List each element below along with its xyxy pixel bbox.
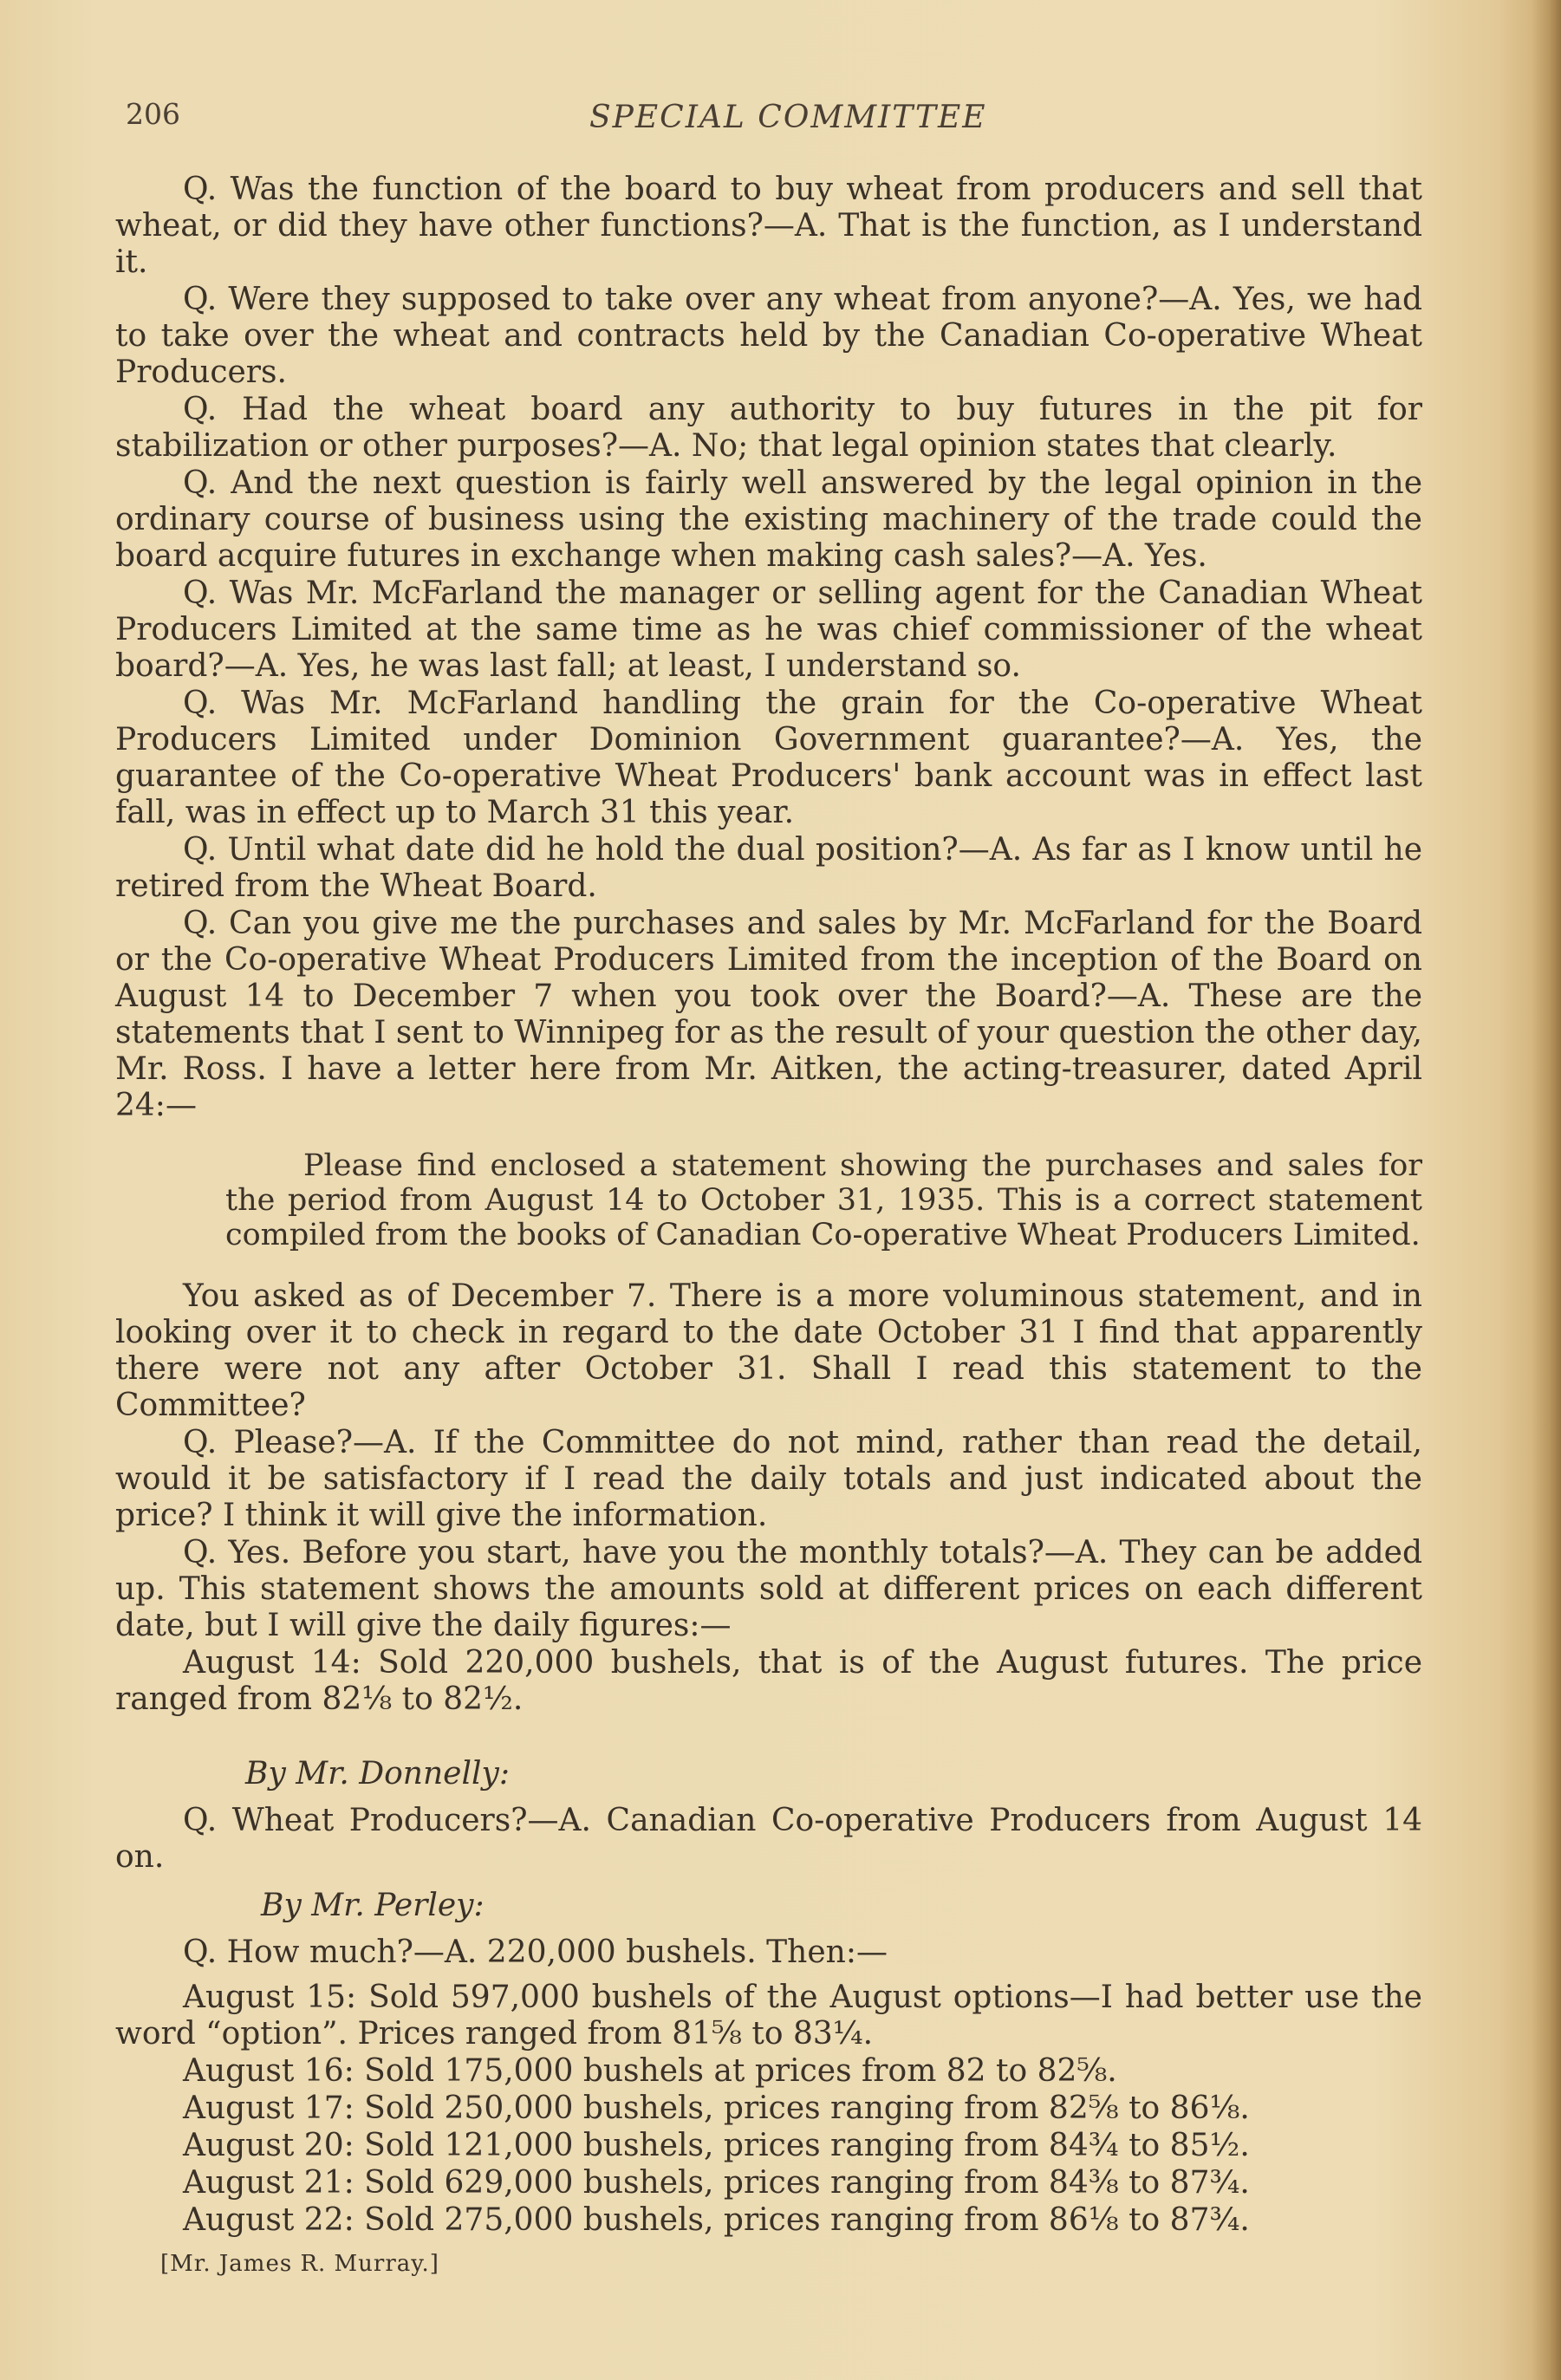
speaker-heading: By Mr. Donnelly: [245,1756,510,1792]
page-edge-shadow [1532,0,1561,2380]
sales-entry: August 22: Sold 275,000 bushels, prices ranging from 86⅛ to 87¾. [183,2202,1250,2238]
sales-entry: August 16: Sold 175,000 bushels at prices from 82 to 82⅝. [183,2053,1117,2089]
page-header [0,97,1561,149]
paragraph: You asked as of December 7. There is a more voluminous statement, and in looking over it to check in regard to the date October 31 I find that apparently there were not any after October 31. Shall I read this statement to the Committee? [115,1278,1422,1423]
paragraph: Q. Was Mr. McFarland the manager or selling agent for the Canadian Wheat Producers Limited at the same time as he was chief commissioner of the wheat board?—A. Yes, he was last fall; at least, I understand so. [115,575,1422,684]
page-number: 206 [126,97,180,131]
paragraph: Q. Was Mr. McFarland handling the grain for the Co-operative Wheat Producers Limited under Dominion Government guarantee?—A. Yes, the guarantee of the Co-operative Wheat Producers' bank account was in effect last fall, was in effect up to March 31 this year. [115,686,1422,830]
paragraph: Q. Was the function of the board to buy wheat from producers and sell that wheat, or did they have other functions?—A. That is the function, as I understand it. [115,172,1422,280]
paragraph: Q. And the next question is fairly well answered by the legal opinion in the ordinary course of business using the existing machinery of the trade could the board acquire futures in exchange when making cash sales?—A. Yes. [115,465,1422,574]
paragraph: August 14: Sold 220,000 bushels, that is of the August futures. The price ranged from 82⅛ to 82½. [115,1645,1422,1717]
sales-entry: August 17: Sold 250,000 bushels, prices ranging from 82⅝ to 86⅛. [183,2091,1250,2126]
paragraph: Q. Can you give me the purchases and sales by Mr. McFarland for the Board or the Co-operative Wheat Producers Limited from the inception of the Board on August 14 to December 7 when you took over the Board?—A. These are the statements that I sent to Winnipeg for as the result of your question the other day, Mr. Ross. I have a letter here from Mr. Aitken, the acting-treasurer, dated April 24:— [115,906,1422,1123]
running-head: SPECIAL COMMITTEE [589,100,987,135]
paragraph: Q. How much?—A. 220,000 bushels. Then:— [183,1935,888,1970]
page-body [115,172,1422,2282]
paragraph: Q. Until what date did he hold the dual position?—A. As far as I know until he retired from the Wheat Board. [115,832,1422,904]
paragraph: Q. Wheat Producers?—A. Canadian Co-operative Producers from August 14 on. [115,1803,1422,1875]
sales-entry: August 21: Sold 629,000 bushels, prices ranging from 84⅜ to 87¾. [183,2165,1250,2201]
paragraph: Q. Had the wheat board any authority to buy futures in the pit for stabilization or other purposes?—A. No; that legal opinion states that clearly. [115,392,1422,464]
paragraph: Q. Yes. Before you start, have you the monthly totals?—A. They can be added up. This statement shows the amounts sold at different prices on each different date, but I will give the daily figures:— [115,1535,1422,1643]
paragraph: Q. Were they supposed to take over any wheat from anyone?—A. Yes, we had to take over the wheat and contracts held by the Canadian Co-operative Wheat Producers. [115,282,1422,390]
paragraph: Q. Please?—A. If the Committee do not mind, rather than read the detail, would it be satisfactory if I read the daily totals and just indicated about the price? I think it will give the information. [115,1425,1422,1533]
sales-entry: August 15: Sold 597,000 bushels of the August options—I had better use the word “option”. Prices ranged from 81⅝ to 83¼. [115,1980,1422,2052]
block-quote: Please find enclosed a statement showing the purchases and sales for the period from August 14 to October 31, 1935. This is a correct statement compiled from the books of Canadian Co-operative Wheat Producers Limited. [225,1148,1422,1252]
footer-speaker-note: [Mr. James R. Murray.] [160,2251,439,2277]
speaker-heading: By Mr. Perley: [261,1888,485,1923]
sales-entry: August 20: Sold 121,000 bushels, prices ranging from 84¾ to 85½. [183,2128,1250,2163]
